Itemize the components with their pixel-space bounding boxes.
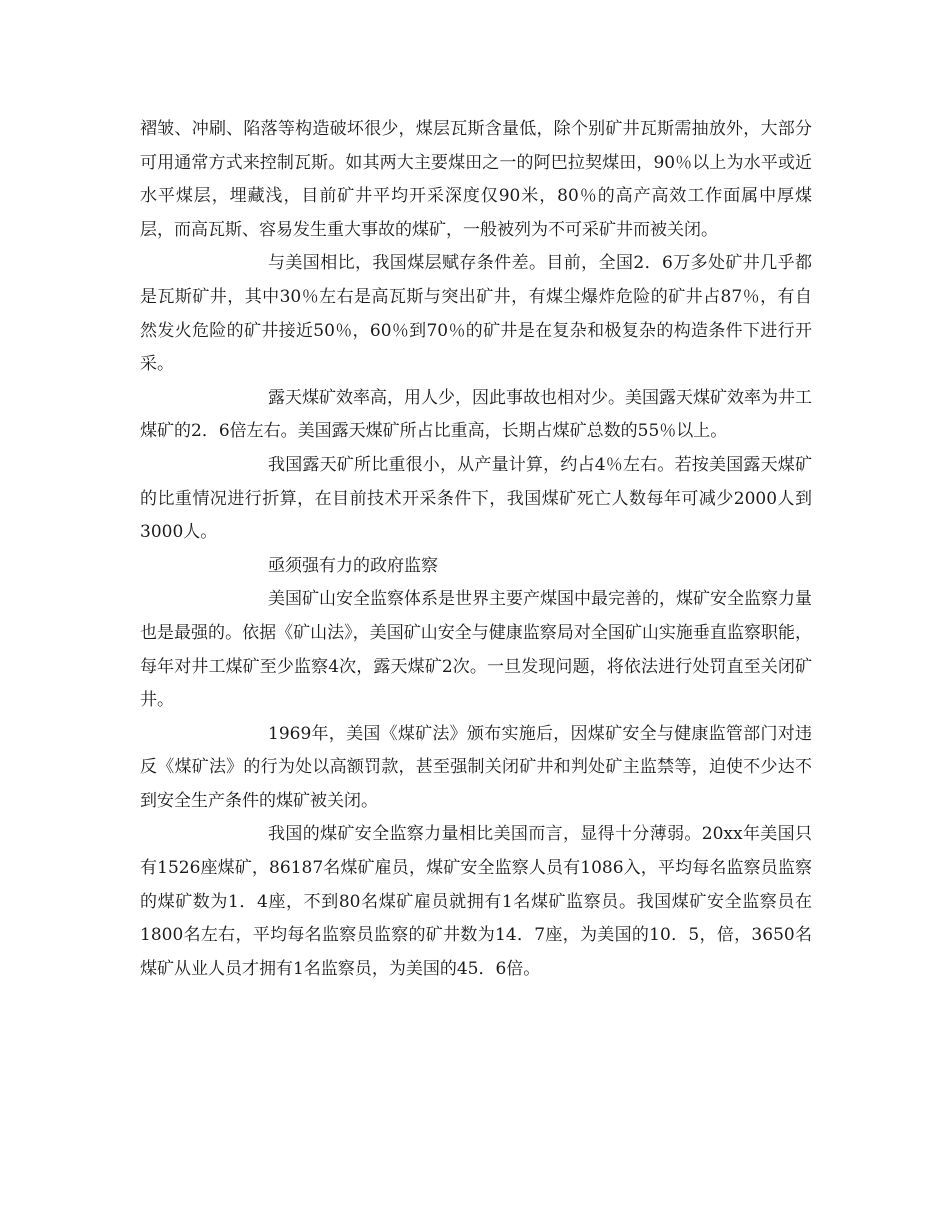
- paragraph-china-seam-conditions: 与美国相比，我国煤层赋存条件差。目前，全国2．6万多处矿井几乎都是瓦斯矿井，其中30％左右是高瓦斯与突出矿井，有煤尘爆炸危险的矿井占87％，有自然发火危险的矿井接近50％，60％到70％的矿井是在复杂和极复杂的构造条件下进行开采。: [140, 253, 812, 375]
- paragraph-us-open-pit-efficiency: 露天煤矿效率高，用人少，因此事故也相对少。美国露天煤矿效率为井工煤矿的2．6倍左右。美国露天煤矿所占比重高，长期占煤矿总数的55％以上。: [140, 387, 812, 442]
- paragraph-inspection-comparison: 我国的煤矿安全监察力量相比美国而言，显得十分薄弱。20xx年美国只有1526座煤矿，86187名煤矿雇员，煤矿安全监察人员有1086入，平均每名监察员监察的煤矿数为1．4座，不到80名煤矿雇员就拥有1名煤矿监察员。我国煤矿安全监察员在1800名左右，平均每名监察员监察的矿井数为14．7座，为美国的10．5，倍，3650名煤矿从业人员才拥有1名监察员，为美国的45．6倍。: [140, 824, 812, 979]
- section-heading: 亟须强有力的政府监察: [268, 555, 438, 576]
- paragraph-coal-mine-act-1969: 1969年，美国《煤矿法》颁布实施后，因煤矿安全与健康监管部门对违反《煤矿法》的行为处以高额罚款，甚至强制关闭矿井和判处矿主监禁等，迫使不少达不到安全生产条件的煤矿被关闭。: [140, 723, 812, 811]
- paragraph-china-open-pit-share: 我国露天矿所比重很小，从产量计算，约占4％左右。若按美国露天煤矿的比重情况进行折算，在目前技术开采条件下，我国煤矿死亡人数每年可减少2000人到3000人。: [140, 454, 812, 543]
- paragraph-us-inspection-system: 美国矿山安全监察体系是世界主要产煤国中最完善的，煤矿安全监察力量也是最强的。依据《矿山法》，美国矿山安全与健康监察局对全国矿山实施垂直监察职能，每年对井工煤矿至少监察4次，露天煤矿2次。一旦发现问题，将依法进行处罚直至关闭矿井。: [140, 589, 812, 711]
- document-body: [140, 113, 812, 986]
- paragraph-geology-continued: 褶皱、冲刷、陷落等构造破坏很少，煤层瓦斯含量低，除个别矿井瓦斯需抽放外，大部分可用通常方式来控制瓦斯。如其两大主要煤田之一的阿巴拉契煤田，90％以上为水平或近水平煤层，埋藏浅，目前矿井平均开采深度仅90米，80％的高产高效工作面属中厚煤层，而高瓦斯、容易发生重大事故的煤矿，一般被列为不可采矿井而被关闭。: [140, 119, 812, 240]
